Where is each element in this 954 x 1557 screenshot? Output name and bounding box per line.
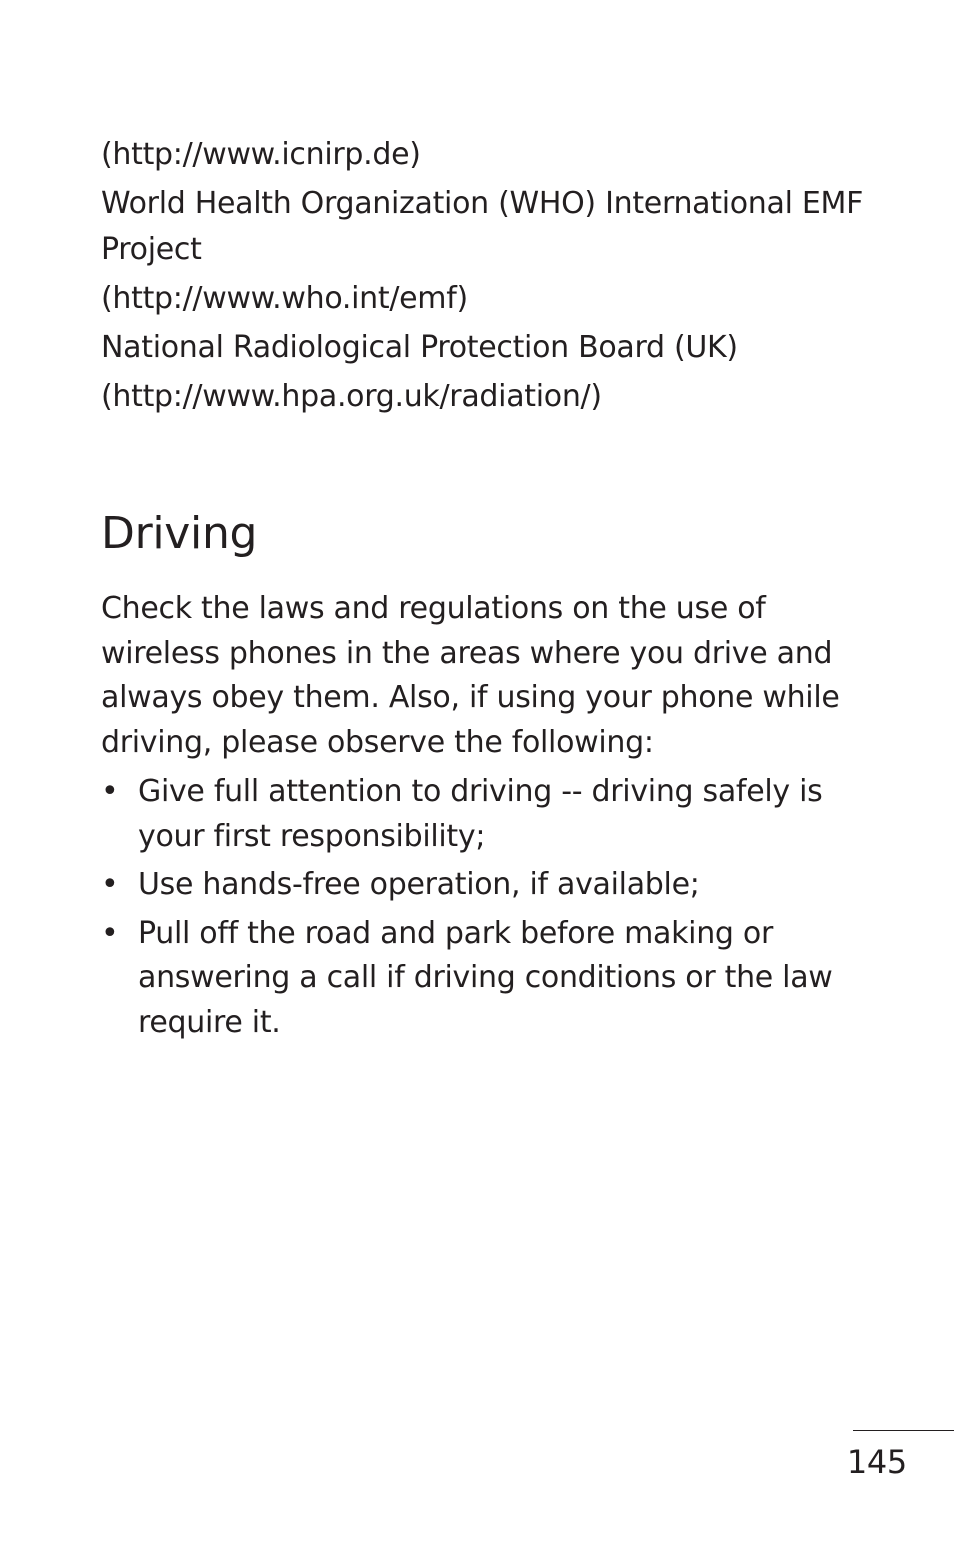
bullet-icon: • bbox=[101, 774, 119, 809]
reference-list bbox=[101, 132, 891, 420]
list-item-text: Use hands-free operation, if available; bbox=[138, 867, 700, 902]
footer-divider bbox=[853, 1430, 954, 1431]
bullet-icon: • bbox=[101, 915, 119, 951]
reference-url-icnirp: (http://www.icnirp.de) bbox=[101, 137, 421, 172]
reference-nrpb: National Radiological Protection Board (UK) bbox=[101, 330, 738, 365]
section-title: Driving bbox=[101, 508, 258, 559]
section-intro: Check the laws and regulations on the use of wireless phones in the areas where you drive and always obey them. Also, if using your phone while driving, please observe the following: bbox=[101, 591, 840, 760]
list-item bbox=[101, 863, 871, 908]
list-item bbox=[101, 912, 871, 1046]
list-item bbox=[101, 770, 871, 859]
reference-url-hpa: (http://www.hpa.org.uk/radiation/) bbox=[101, 379, 602, 414]
reference-url-who: (http://www.who.int/emf) bbox=[101, 281, 468, 316]
page-number: 145 bbox=[846, 1443, 907, 1481]
bullet-icon: • bbox=[101, 867, 119, 902]
reference-who-emf-project: World Health Organization (WHO) International EMF Project bbox=[101, 186, 864, 267]
list-item-text: Pull off the road and park before making or answering a call if driving conditions or the law require it. bbox=[138, 915, 833, 1040]
bullet-list bbox=[101, 770, 871, 1049]
list-item-text: Give full attention to driving -- driving safely is your first responsibility; bbox=[138, 774, 823, 854]
